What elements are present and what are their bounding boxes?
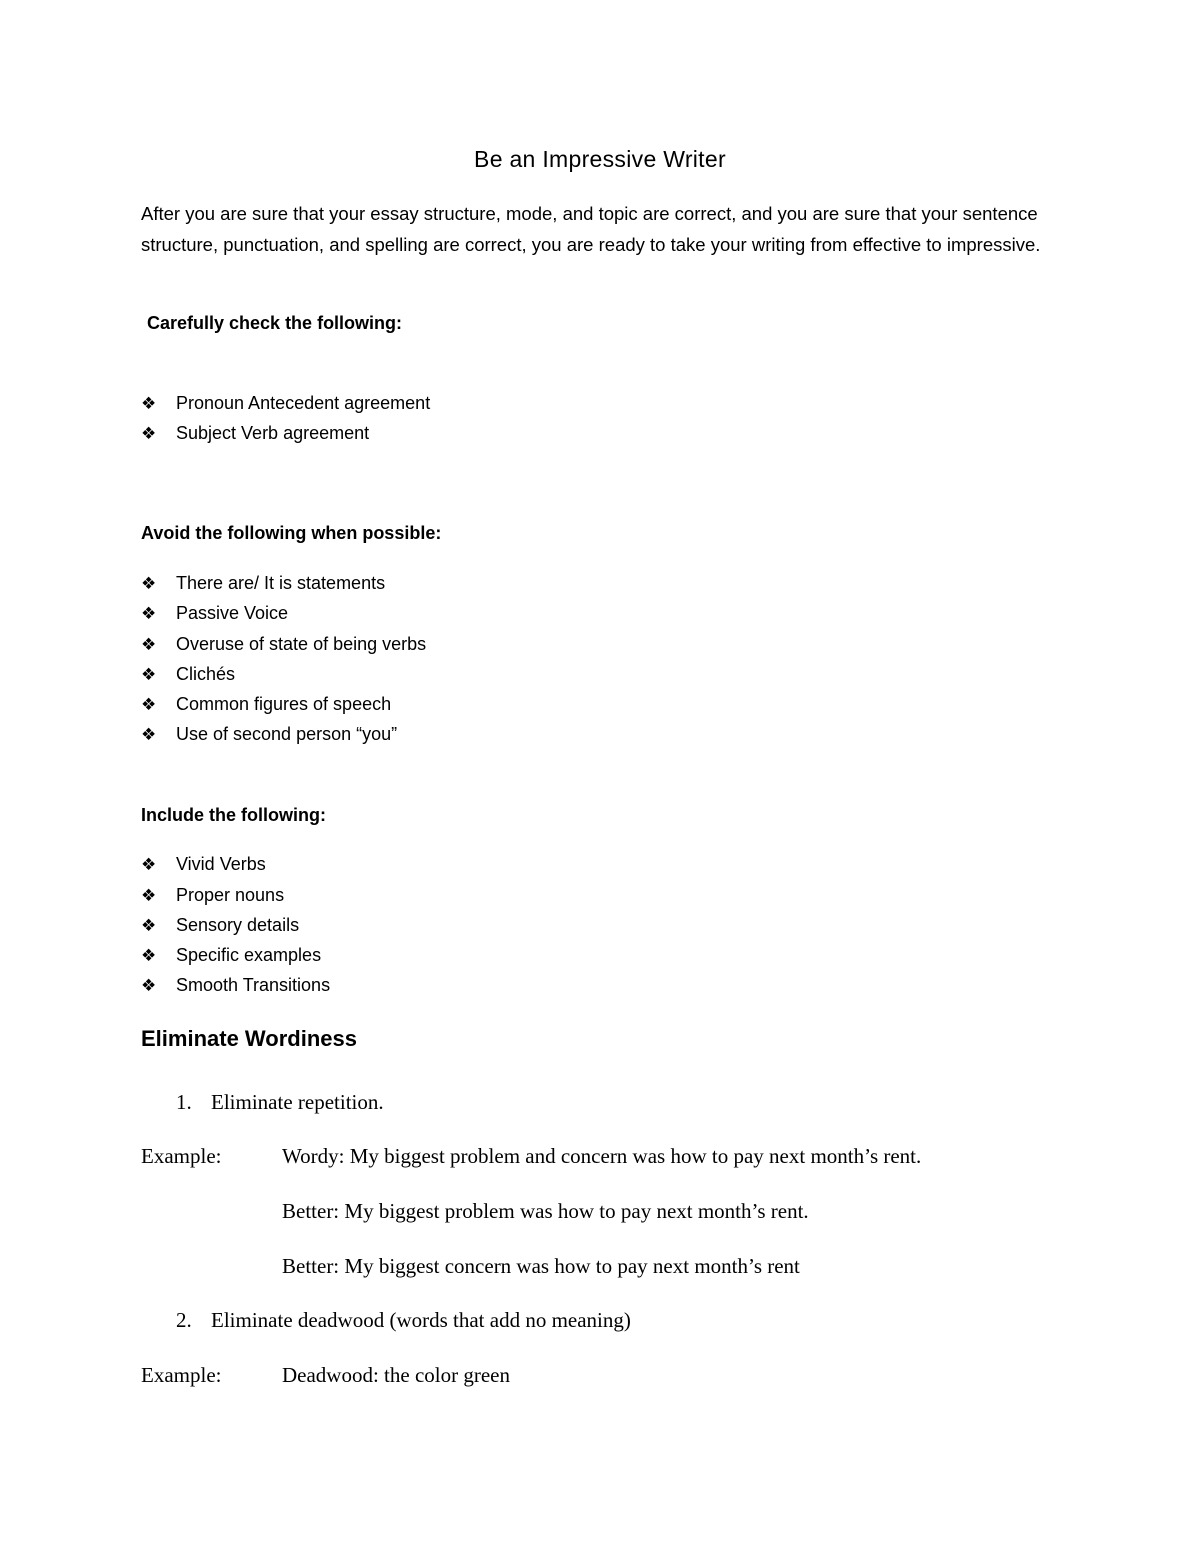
diamond-bullet-icon: ❖: [141, 574, 157, 593]
diamond-bullet-icon: ❖: [141, 916, 157, 935]
diamond-bullet-icon: ❖: [141, 695, 157, 714]
example-text: Wordy: My biggest problem and concern was how to pay next month’s rent.: [282, 1144, 922, 1168]
diamond-bullet-icon: ❖: [141, 976, 157, 995]
example-text: Better: My biggest concern was how to pay next month’s rent: [282, 1254, 800, 1278]
diamond-bullet-icon: ❖: [141, 725, 157, 744]
diamond-bullet-icon: ❖: [141, 855, 157, 874]
check-section-heading: Carefully check the following:: [147, 313, 403, 333]
include-item: ❖ Sensory details: [141, 915, 300, 935]
rule-number: 2.: [176, 1308, 192, 1332]
example-label: Example:: [141, 1144, 222, 1168]
wordiness-heading: Eliminate Wordiness: [141, 1026, 357, 1051]
avoid-item: ❖ Passive Voice: [141, 603, 289, 623]
example-label: Example:: [141, 1363, 222, 1387]
include-item: ❖ Vivid Verbs: [141, 854, 266, 874]
avoid-item: ❖ Overuse of state of being verbs: [141, 634, 427, 654]
diamond-bullet-icon: ❖: [141, 886, 157, 905]
example-text: Deadwood: the color green: [282, 1363, 510, 1387]
avoid-item: ❖ Clichés: [141, 664, 236, 684]
avoid-item: ❖ There are/ It is statements: [141, 573, 386, 593]
include-item: ❖ Specific examples: [141, 945, 322, 965]
diamond-bullet-icon: ❖: [141, 604, 157, 623]
diamond-bullet-icon: ❖: [141, 946, 157, 965]
diamond-bullet-icon: ❖: [141, 665, 157, 684]
example-text: Better: My biggest problem was how to pay next month’s rent.: [282, 1199, 809, 1223]
diamond-bullet-icon: ❖: [141, 394, 157, 413]
diamond-bullet-icon: ❖: [141, 635, 157, 654]
avoid-item: ❖ Use of second person “you”: [141, 724, 398, 744]
diamond-bullet-icon: ❖: [141, 424, 157, 443]
avoid-section-heading: Avoid the following when possible:: [141, 523, 442, 543]
rule-text: Eliminate deadwood (words that add no meaning): [211, 1308, 631, 1332]
document-title: Be an Impressive Writer: [474, 146, 726, 172]
rule-number: 1.: [176, 1090, 192, 1114]
check-item: ❖ Subject Verb agreement: [141, 423, 370, 443]
check-item: ❖ Pronoun Antecedent agreement: [141, 393, 431, 413]
include-section-heading: Include the following:: [141, 805, 326, 825]
rule-text: Eliminate repetition.: [211, 1090, 384, 1114]
include-item: ❖ Proper nouns: [141, 885, 285, 905]
intro-paragraph: After you are sure that your essay structure, mode, and topic are correct, and you are sure that your sentence structure, punctuation, and spelling are correct, you are ready to take your writing from effective to impressive.: [141, 203, 1041, 255]
avoid-item: ❖ Common figures of speech: [141, 694, 392, 714]
include-item: ❖ Smooth Transitions: [141, 975, 331, 995]
